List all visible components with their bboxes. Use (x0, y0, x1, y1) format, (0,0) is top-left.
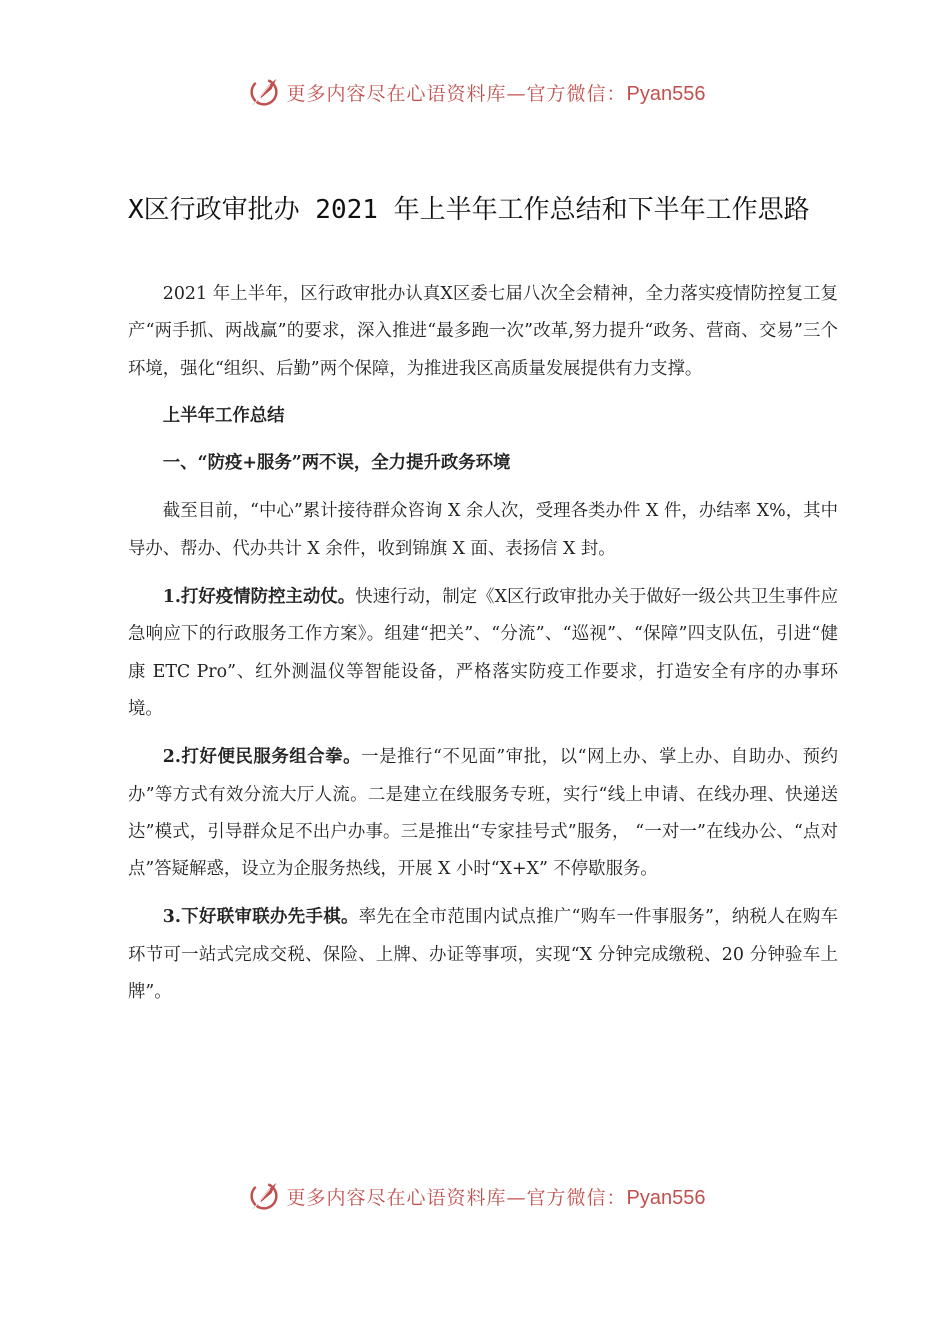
section-heading-summary: 上半年工作总结 (162, 405, 285, 426)
wechat-id: Pyan556 (626, 82, 706, 105)
item-paragraph-3 (128, 899, 838, 1011)
header-banner (0, 72, 950, 112)
item-lead-1: 1.打好疫情防控主动仗。 (162, 587, 356, 608)
item-lead-3: 3.下好联审联办先手棋。 (162, 907, 359, 928)
banner-text: 更多内容尽在心语资料库—官方微信：Pyan556 (286, 82, 706, 105)
document-title: X区行政审批办 2021 年上半年工作总结和下半年工作思路 (128, 195, 810, 225)
item-text-1: 快速行动，制定《X区行政审批办关于做好一级公共卫生事件应急响应下的行政服务工作方案》。组建“把关”、“分流”、“巡视”、“保障”四支队伍，引进“健康 ETC Pro”、红外测温仪等智能设备，严格落实防疫工作要求，打造安全有序的办事环境。 (128, 587, 839, 719)
footer-banner (0, 1176, 950, 1216)
item-text-3: 率先在全市范围内试点推广“购车一件事服务”，纳税人在购车环节可一站式完成交税、保险、上牌、办证等事项，实现“X 分钟完成缴税、20 分钟验车上牌”。 (128, 907, 838, 1003)
item-text-2: 一是推行“不见面”审批，以“网上办、掌上办、自助办、预约办”等方式有效分流大厅人流。二是建立在线服务专班，实行“线上申请、在线办理、快递送达”模式，引导群众足不出户办事。三是推出“专家挂号式”服务， “一对一”在线办公、“点对点”答疑解惑，设立为企服务热线，开展 X 小时“X+X” 不停歇服务。 (128, 747, 838, 880)
item-paragraph-1 (128, 579, 838, 728)
quill-pen-logo-icon (245, 1177, 283, 1215)
document-body (128, 276, 838, 1011)
wechat-id: Pyan556 (626, 1186, 706, 1209)
banner-text: 更多内容尽在心语资料库—官方微信：Pyan556 (286, 1186, 706, 1209)
stats-paragraph: 截至目前，“中心”累计接待群众咨询 X 余人次，受理各类办件 X 件，办结率 X%，其中导办、帮办、代办共计 X 余件，收到锦旗 X 面、表扬信 X 封。 (128, 501, 838, 559)
item-lead-2: 2.打好便民服务组合拳。 (162, 747, 362, 768)
section-heading-one: 一、“防疫+服务”两不误，全力提升政务环境 (162, 453, 511, 474)
quill-pen-logo-icon (245, 73, 283, 111)
item-paragraph-2 (128, 739, 838, 888)
intro-paragraph: 2021 年上半年，区行政审批办认真X区委七届八次全会精神，全力落实疫情防控复工复产“两手抓、两战赢”的要求，深入推进“最多跑一次”改革,努力提升“政务、营商、交易”三个环境，强化“组织、后勤”两个保障，为推进我区高质量发展提供有力支撑。 (128, 284, 838, 379)
